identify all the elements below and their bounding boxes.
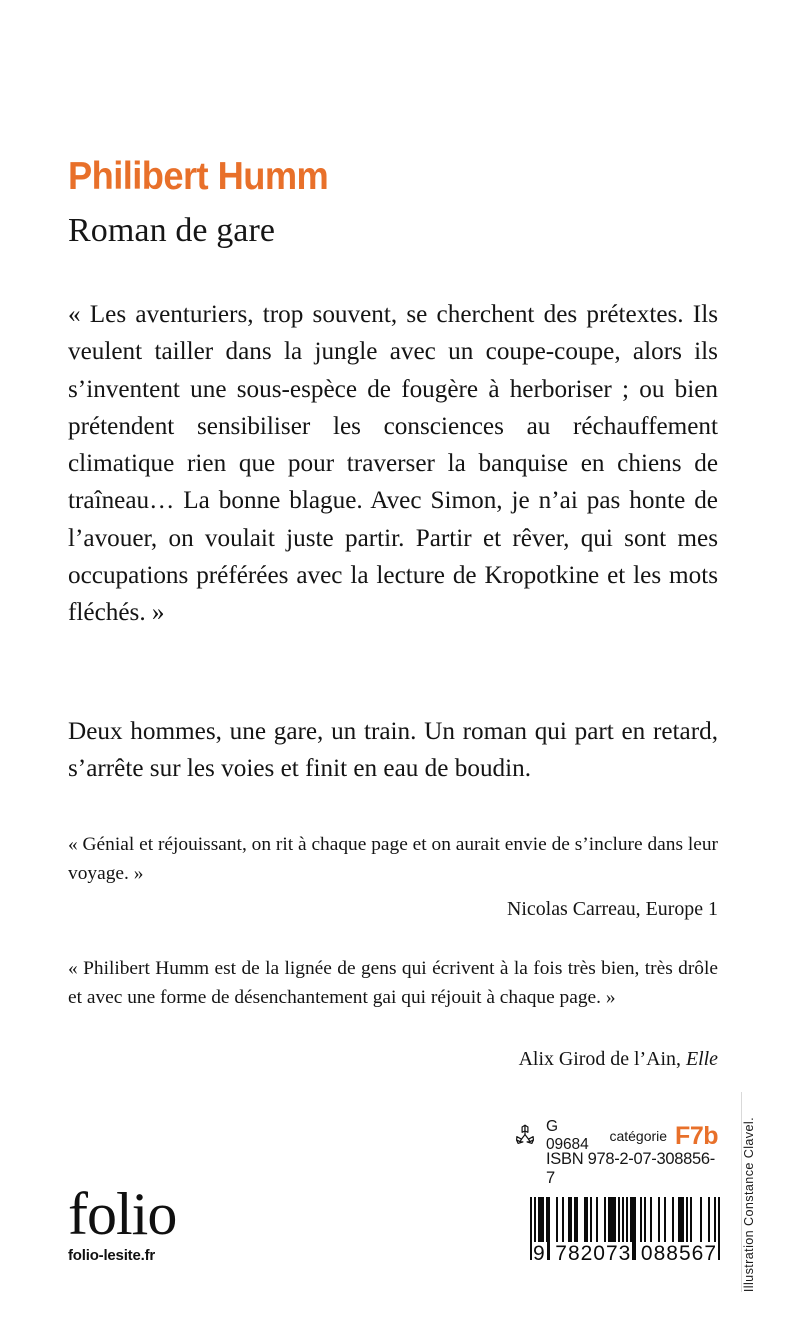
folio-wordmark: folio	[68, 1181, 177, 1247]
isbn-text: ISBN 978-2-07-308856-7	[546, 1150, 715, 1187]
barcode-digit-group: 782073	[555, 1242, 632, 1265]
barcode-digit-group: 088567	[640, 1242, 717, 1265]
author-name: Philibert Humm	[68, 155, 329, 198]
category-label: catégorie	[609, 1128, 668, 1144]
commercial-info-block	[512, 1120, 718, 1188]
book-excerpt: « Les aventuriers, trop souvent, se cherchent des prétextes. Ils veulent tailler dans la jungle avec un coupe-coupe, alors ils s’inventent une sous-espèce de fougère à herboriser ; ou bien prétendent sensibiliser les consciences au réchauffement climatique rien que pour traverser la banquise en chiens de traîneau… La bonne blague. Avec Simon, je n’ai pas honte de l’avouer, on voulait juste partir. Partir et rêver, qui sont mes occupations préférées avec la lecture de Kropotkine et les mots fléchés. »	[68, 301, 718, 627]
publisher-website[interactable]: folio-lesite.fr	[68, 1247, 156, 1264]
book-pitch: Deux hommes, une gare, un train. Un roman qui part en retard, s’arrête sur les voies et finit en eau de boudin.	[68, 718, 718, 783]
book-title: Roman de gare	[68, 212, 276, 249]
review-attribution-source: Europe 1	[645, 898, 718, 920]
review-attribution-name: Nicolas Carreau,	[507, 898, 641, 920]
publisher-code: G 09684	[546, 1118, 589, 1153]
barcode-digits	[530, 1242, 720, 1266]
review-attribution-name: Alix Girod de l’Ain,	[518, 1048, 681, 1070]
review-attribution-source: Elle	[685, 1048, 718, 1070]
gallimard-three-books-icon	[512, 1123, 538, 1149]
barcode-digit-group: 9	[533, 1242, 546, 1265]
review-quote: « Génial et réjouissant, on rit à chaque page et on aurait envie de s’inclure dans leur voyage. »	[68, 834, 718, 884]
review-quote: « Philibert Humm est de la lignée de gens qui écrivent à la fois très bien, très drôle et avec une forme de désenchantement gai qui réjouit à chaque page. »	[68, 958, 718, 1008]
category-value: F7b	[675, 1121, 718, 1150]
commercial-code-row	[512, 1120, 718, 1152]
barcode	[530, 1197, 720, 1266]
review-attribution	[68, 1048, 718, 1072]
review-attribution	[68, 898, 718, 922]
publisher-logo-block	[68, 1181, 177, 1264]
illustration-credit	[742, 1092, 756, 1292]
illustration-credit-text: Illustration Constance Clavel.	[742, 1116, 756, 1292]
